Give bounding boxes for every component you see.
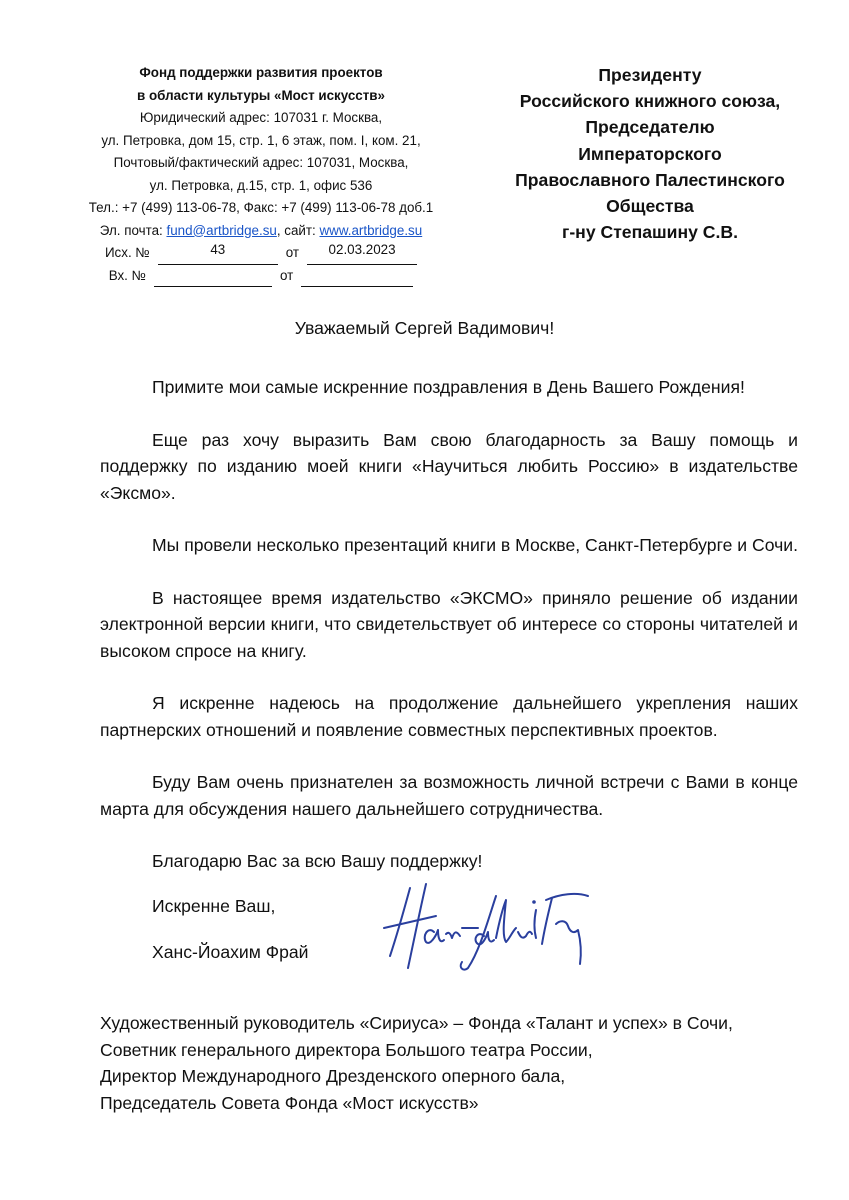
- phone-fax: Тел.: +7 (499) 113-06-78, Факс: +7 (499) 113-06-78 доб.1: [88, 200, 434, 215]
- closing-phrase: Искренне Ваш,: [152, 896, 276, 916]
- handwritten-signature: [376, 880, 612, 974]
- body-paragraph: Мы провели несколько презентаций книги в Москве, Санкт-Петербурге и Сочи.: [152, 535, 798, 555]
- letter-body: [100, 374, 798, 901]
- outgoing-date: 02.03.2023: [307, 242, 417, 265]
- recipient-line: Православного Палестинского: [515, 169, 785, 190]
- email-link[interactable]: fund@artbridge.su: [166, 222, 277, 238]
- signer-title-line: Директор Международного Дрезденского оперного бала,: [100, 1066, 566, 1086]
- incoming-date: [301, 265, 413, 288]
- contact-line: [72, 220, 450, 243]
- body-paragraph: Я искренне надеюсь на продолжение дальнейшего укрепления наших партнерских отношений и появление совместных перспективных проектов.: [100, 693, 798, 740]
- body-paragraph: В настоящее время издательство «ЭКСМО» приняло решение об издании электронной версии книги, что свидетельствует об интересе со стороны читателей и высоком спросе на книгу.: [100, 587, 798, 661]
- org-name-line1: Фонд поддержки развития проектов: [139, 65, 383, 80]
- recipient-line: г-ну Степашину С.В.: [562, 222, 738, 243]
- site-label: , сайт:: [276, 222, 320, 238]
- outgoing-number: 43: [158, 242, 278, 265]
- body-paragraph: Примите мои самые искренние поздравления в День Вашего Рождения!: [152, 377, 745, 397]
- incoming-date-label: от: [280, 267, 294, 283]
- signer-name: Ханс-Йоахим Фрай: [152, 942, 309, 962]
- signer-titles: [100, 1010, 820, 1116]
- org-name-line2: в области культуры «Мост искусств»: [137, 87, 385, 103]
- postal-address-line1: Почтовый/фактический адрес: 107031, Москва,: [113, 155, 409, 170]
- recipient-line: Российского книжного союза,: [519, 91, 781, 112]
- recipient-line: Общества: [606, 196, 694, 217]
- recipient-line: Председателю: [585, 117, 715, 138]
- sender-block: [72, 62, 450, 287]
- signer-title-line: Председатель Совета Фонда «Мост искусств»: [100, 1092, 479, 1113]
- incoming-number-label: Вх. №: [108, 267, 146, 283]
- body-paragraph: Буду Вам очень признателен за возможность личной встречи с Вами в конце марта для обсуждения нашего дальнейшего сотрудничества.: [100, 772, 798, 819]
- body-paragraph: Благодарю Вас за всю Вашу поддержку!: [152, 851, 483, 871]
- incoming-ref-row: [72, 265, 450, 288]
- outgoing-ref-row: [72, 242, 450, 265]
- salutation: Уважаемый Сергей Вадимович!: [294, 318, 555, 338]
- postal-address-line2: ул. Петровка, д.15, стр. 1, офис 536: [149, 177, 373, 193]
- legal-address-line2: ул. Петровка, дом 15, стр. 1, 6 этаж, пом. I, ком. 21,: [101, 132, 421, 148]
- outgoing-number-label: Исх. №: [104, 245, 150, 260]
- signer-title-line: Советник генерального директора Большого театра России,: [100, 1039, 593, 1060]
- outgoing-date-label: от: [285, 245, 300, 260]
- body-paragraph: Еще раз хочу выразить Вам свою благодарность за Вашу помощь и поддержку по изданию моей книги «Научиться любить Россию» в издательстве «Эксмо».: [100, 429, 798, 503]
- recipient-line: Президенту: [598, 65, 702, 85]
- signer-title-line: Художественный руководитель «Сириуса» – Фонда «Талант и успех» в Сочи,: [100, 1013, 733, 1033]
- recipient-block: [490, 62, 810, 245]
- recipient-line: Императорского: [578, 143, 722, 164]
- signature-text: Hans-Joachim Frey: [376, 972, 385, 973]
- website-link[interactable]: www.artbridge.su: [319, 222, 423, 238]
- email-label: Эл. почта:: [99, 222, 167, 238]
- incoming-number: [154, 265, 272, 288]
- legal-address-line1: Юридический адрес: 107031 г. Москва,: [139, 110, 383, 125]
